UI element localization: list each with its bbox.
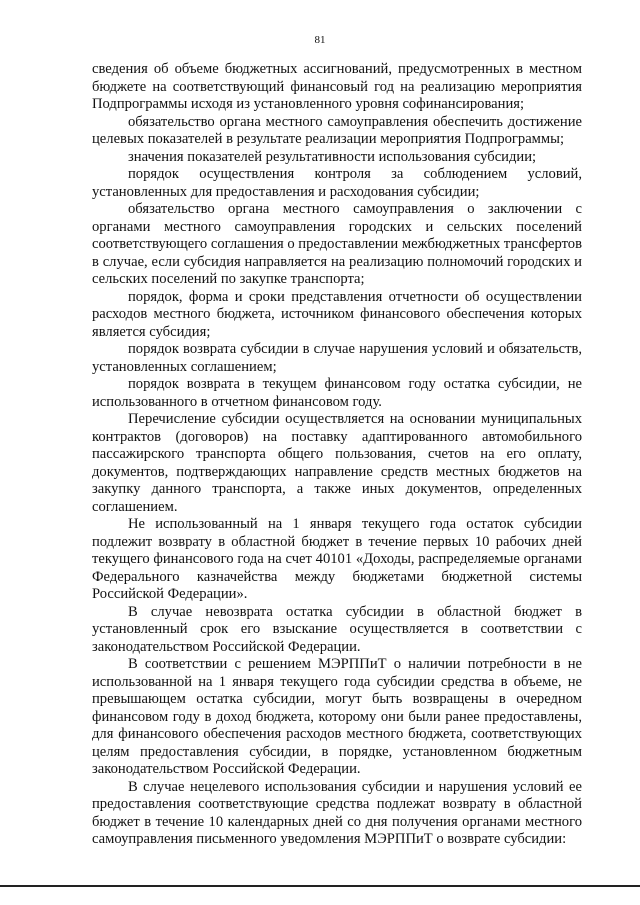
paragraph: порядок возврата в текущем финансовом году остатка субсидии, не использованного в отчетном финансовом году. [92,376,582,410]
paragraph: Перечисление субсидии осуществляется на основании муниципальных контрактов (договоров) на поставку адаптированного автомобильного пассажирского транспорта общего пользования, счетов на его оплату, документов, подтверждающих направление средств местных бюджетов на закупку данного транспорта, а также иных документов, определенных соглашением. [92,411,582,515]
paragraph: Не использованный на 1 января текущего года остаток субсидии подлежит возврату в областной бюджет в течение первых 10 рабочих дней текущего финансового года на счет 40101 «Доходы, распределяемые органами Федерального казначейства между бюджетами бюджетной системы Российской Федерации». [92,516,582,602]
bottom-divider [0,885,640,887]
paragraph: значения показателей результативности использования субсидии; [128,148,537,165]
paragraph: обязательство органа местного самоуправления о заключении с органами местного самоуправления городских и сельских поселений соответствующего соглашения о предоставлении межбюджетных трансфертов в случае, если субсидия направляется на реализацию полномочий городских и сельских поселений по закупке транспорта; [92,201,582,287]
paragraph: порядок возврата субсидии в случае нарушения условий и обязательств, установленных соглашением; [92,341,582,375]
page-number: 81 [314,34,326,46]
paragraph: В соответствии с решением МЭРППиТ о наличии потребности в не использованной на 1 января текущего года субсидии средства в объеме, не превышающем остатка субсидии, могут быть возвращены в очередном финансовом году в доход бюджета, которому они были ранее предоставлены, для финансового обеспечения расходов местного бюджета, соответствующих целям предоставления субсидии, в порядке, установленном бюджетным законодательством Российской Федерации. [92,656,582,777]
paragraph: обязательство органа местного самоуправления обеспечить достижение целевых показателей в результате реализации мероприятия Подпрограммы; [92,113,582,147]
paragraph: сведения об объеме бюджетных ассигнований, предусмотренных в местном бюджете на соответствующий финансовый год на реализацию мероприятия Подпрограммы исходя из установленного уровня софинансирования; [92,61,582,112]
paragraph: порядок, форма и сроки представления отчетности об осуществлении расходов местного бюджета, источником финансового обеспечения которых является субсидия; [92,288,582,340]
paragraph: порядок осуществления контроля за соблюдением условий, установленных для предоставления и расходования субсидии; [92,166,582,200]
document-body [92,61,582,849]
paragraph: В случае невозврата остатка субсидии в областной бюджет в установленный срок его взыскание осуществляется в соответствии с законодательством Российской Федерации. [92,603,582,655]
paragraph: В случае нецелевого использования субсидии и нарушения условий ее предоставления соответствующие средства подлежат возврату в областной бюджет в течение 10 календарных дней со дня получения органами местного самоуправления письменного уведомления МЭРППиТ о возврате субсидии: [92,778,582,847]
